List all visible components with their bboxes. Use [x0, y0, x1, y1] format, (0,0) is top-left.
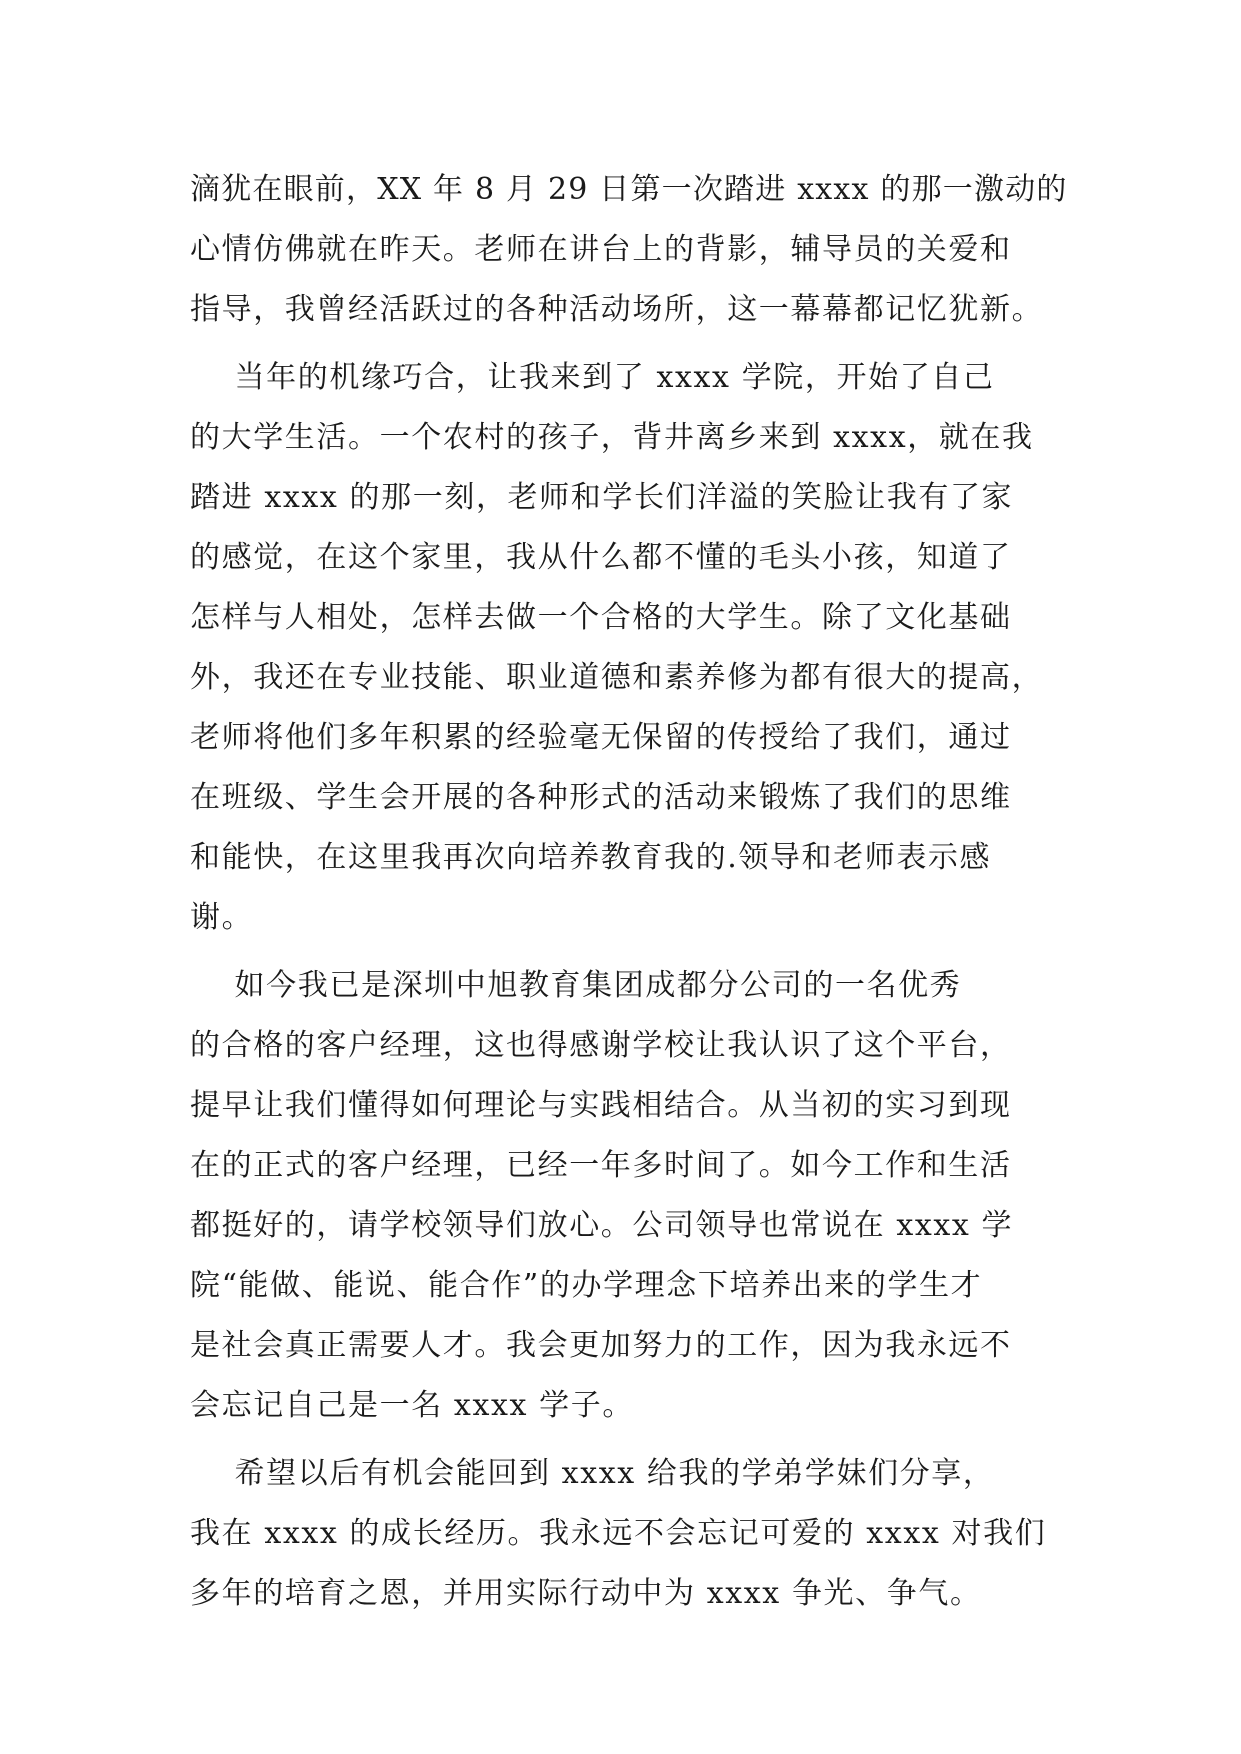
- text-line: 心情仿佛就在昨天。老师在讲台上的背影，辅导员的关爱和: [190, 232, 1012, 267]
- text-line: 如今我已是深圳中旭教育集团成都分公司的一名优秀: [190, 968, 962, 1003]
- text-line: 滴犹在眼前，XX 年 8 月 29 日第一次踏进 xxxx 的那一激动的: [190, 172, 1068, 207]
- paragraph-3: [190, 956, 1070, 1436]
- text-line: 在班级、学生会开展的各种形式的活动来锻炼了我们的思维: [190, 780, 1012, 815]
- paragraph-4: [190, 1444, 1070, 1624]
- text-line: 外，我还在专业技能、职业道德和素养修为都有很大的提高，: [190, 660, 1044, 695]
- text-line: 谢。: [190, 900, 254, 935]
- text-line: 院“能做、能说、能合作”的办学理念下培养出来的学生才: [190, 1268, 983, 1303]
- document-body: [190, 160, 1070, 1624]
- text-line: 指导，我曾经活跃过的各种活动场所，这一幕幕都记忆犹新。: [190, 292, 1044, 327]
- paragraph-1: [190, 160, 1070, 340]
- text-line: 的大学生活。一个农村的孩子，背井离乡来到 xxxx，就在我: [190, 420, 1034, 455]
- text-line: 是社会真正需要人才。我会更加努力的工作，因为我永远不: [190, 1328, 1012, 1363]
- text-line: 会忘记自己是一名 xxxx 学子。: [190, 1388, 634, 1423]
- text-line: 的合格的客户经理，这也得感谢学校让我认识了这个平台，: [190, 1028, 1012, 1063]
- text-line: 提早让我们懂得如何理论与实践相结合。从当初的实习到现: [190, 1088, 1012, 1123]
- text-line: 希望以后有机会能回到 xxxx 给我的学弟学妹们分享，: [190, 1456, 995, 1491]
- text-line: 的感觉，在这个家里，我从什么都不懂的毛头小孩，知道了: [190, 540, 1012, 575]
- text-line: 当年的机缘巧合，让我来到了 xxxx 学院，开始了自己: [190, 360, 995, 395]
- text-line: 老师将他们多年积累的经验毫无保留的传授给了我们，通过: [190, 720, 1012, 755]
- paragraph-2: [190, 348, 1070, 948]
- text-line: 多年的培育之恩，并用实际行动中为 xxxx 争光、争气。: [190, 1576, 982, 1611]
- text-line: 都挺好的，请学校领导们放心。公司领导也常说在 xxxx 学: [190, 1208, 1014, 1243]
- text-line: 和能快，在这里我再次向培养教育我的.领导和老师表示感: [190, 840, 992, 875]
- text-line: 我在 xxxx 的成长经历。我永远不会忘记可爱的 xxxx 对我们: [190, 1516, 1047, 1551]
- text-line: 怎样与人相处，怎样去做一个合格的大学生。除了文化基础: [190, 600, 1012, 635]
- text-line: 踏进 xxxx 的那一刻，老师和学长们洋溢的笑脸让我有了家: [190, 480, 1014, 515]
- text-line: 在的正式的客户经理，已经一年多时间了。如今工作和生活: [190, 1148, 1012, 1183]
